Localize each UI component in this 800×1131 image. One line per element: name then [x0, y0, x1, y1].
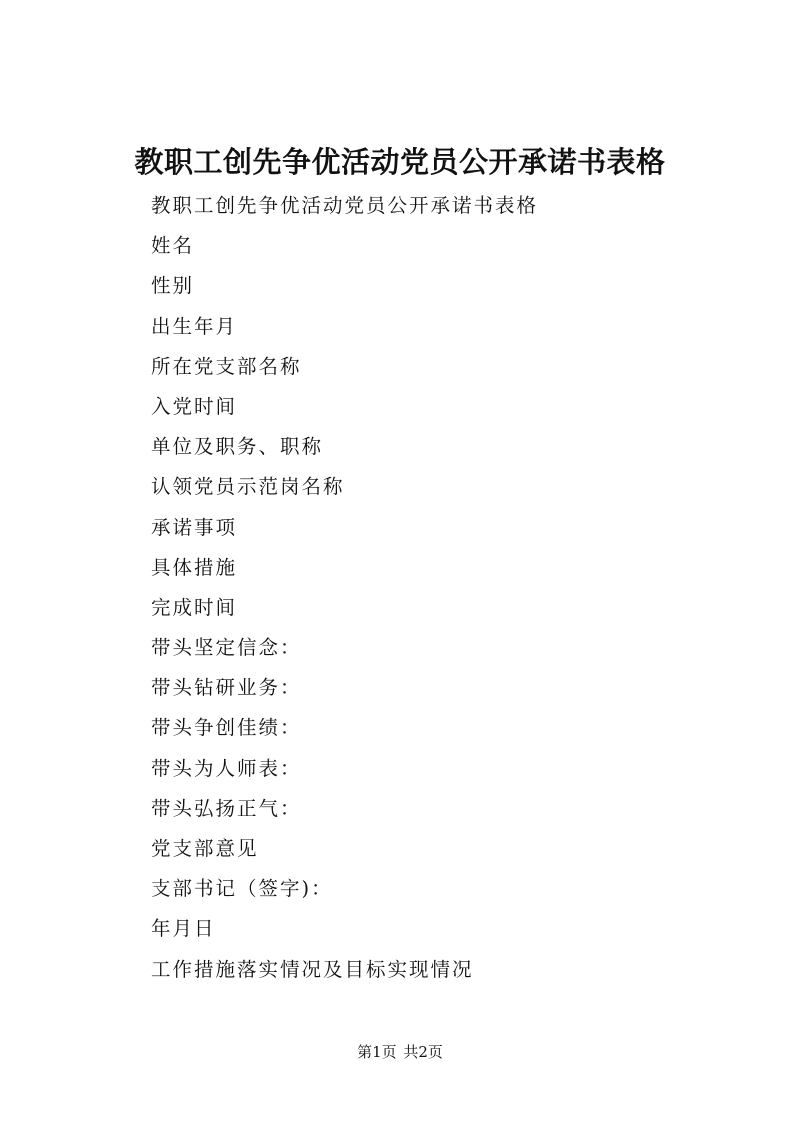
field-join-date: 入党时间: [151, 394, 238, 418]
commitment-integrity: 带头弘扬正气：: [151, 796, 302, 820]
field-model-post: 认领党员示范岗名称: [151, 475, 345, 499]
commitment-performance: 带头争创佳绩：: [151, 716, 302, 740]
form-field-list: [151, 186, 751, 990]
field-unit-position: 单位及职务、职称: [151, 435, 324, 459]
page-footer: [0, 1040, 800, 1064]
field-measures: 具体措施: [151, 555, 238, 579]
field-secretary-signature: 支部书记（签字)：: [151, 877, 333, 901]
field-date: 年月日: [151, 917, 216, 941]
field-branch-opinion: 党支部意见: [151, 837, 259, 860]
document-title: 教职工创先争优活动党员公开承诺书表格: [134, 145, 666, 179]
commitment-role-model: 带头为人师表：: [151, 756, 302, 780]
field-implementation: 工作措施落实情况及目标实现情况: [151, 957, 474, 981]
field-completion-time: 完成时间: [151, 595, 238, 619]
field-gender: 性别: [151, 274, 195, 298]
page-total: 共2页: [403, 1043, 443, 1061]
field-name: 姓名: [151, 234, 195, 258]
field-party-branch: 所在党支部名称: [151, 354, 302, 378]
subtitle-line: 教职工创先争优活动党员公开承诺书表格: [151, 194, 539, 217]
commitment-belief: 带头坚定信念：: [151, 636, 302, 660]
commitment-study: 带头钻研业务：: [151, 676, 302, 700]
field-commitments: 承诺事项: [151, 515, 238, 539]
field-birth-date: 出生年月: [151, 314, 238, 338]
page-number: 第1页: [357, 1043, 397, 1061]
